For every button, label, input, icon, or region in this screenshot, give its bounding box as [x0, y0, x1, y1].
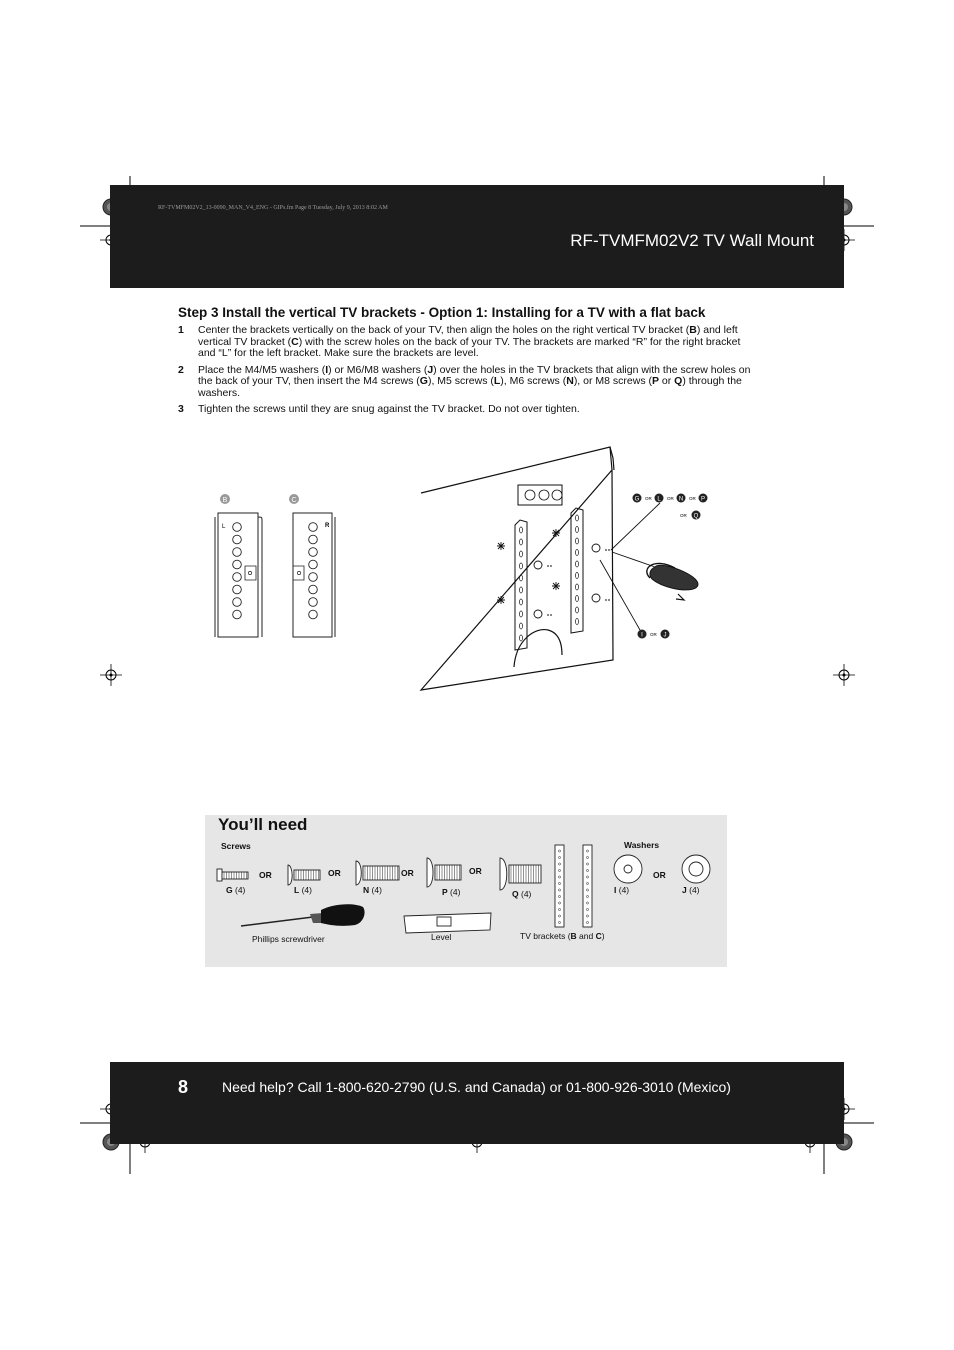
- step-item: 1 Center the brackets vertically on the back of your TV, then align the holes on the right vertical TV bracket (B) and left vertical TV bracket (C) with the screw holes on the back of your TV. The brackets are marked “R” for the right bracket and “L” for the left bracket. Make sure the brackets are level.: [178, 324, 741, 359]
- callout-n: N: [678, 496, 684, 503]
- callout-q: Q: [693, 513, 699, 520]
- youll-need-title: You’ll need: [218, 815, 308, 834]
- washers-label: Washers: [624, 840, 660, 850]
- washer-callout: [638, 630, 670, 639]
- screw-callout: [633, 494, 708, 520]
- bracket-b-mark: L: [222, 524, 226, 530]
- callout-j: J: [663, 632, 667, 639]
- washer-j-label: J (4): [682, 885, 700, 895]
- step-item: 3 Tighten the screws until they are snug against the TV bracket. Do not over tighten.: [178, 403, 580, 415]
- bracket-b-letter: B: [222, 497, 228, 504]
- page-title: RF-TVMFM02V2 TV Wall Mount: [570, 231, 814, 250]
- callout-or: OR: [645, 496, 652, 501]
- step-item: 2 Place the M4/M5 washers (I) or M6/M8 washers (J) over the holes in the TV brackets that align with the screw holes on the back of your TV, then insert the M4 screws (G), M5 screws (L), M6 screws (N), or M8 screws (P or Q) through the washers.: [178, 363, 751, 399]
- screw-q-label: Q (4): [512, 889, 532, 899]
- or-word: OR: [259, 870, 272, 880]
- help-text: Need help? Call 1-800-620-2790 (U.S. and Canada) or 01-800-926-3010 (Mexico): [222, 1079, 731, 1095]
- or-word: OR: [328, 868, 341, 878]
- screwdriver-label: Phillips screwdriver: [252, 934, 325, 944]
- step-title: Step 3 Install the vertical TV brackets - Option 1: Installing for a TV with a flat back: [178, 305, 706, 320]
- youll-need-box: [205, 815, 727, 967]
- bracket-c-mark: R: [325, 523, 330, 529]
- parts-illustration: [205, 815, 727, 967]
- level-label: Level: [431, 932, 452, 942]
- or-word: OR: [653, 870, 666, 880]
- callout-i: I: [641, 632, 643, 639]
- or-word: OR: [401, 868, 414, 878]
- screw-l-label: L (4): [294, 885, 312, 895]
- callout-or: OR: [689, 496, 696, 501]
- callout-l: L: [657, 496, 661, 503]
- callout-or: OR: [680, 513, 687, 518]
- screw-p-label: P (4): [442, 887, 461, 897]
- callout-or: OR: [650, 632, 657, 637]
- screws-label: Screws: [221, 841, 251, 851]
- callout-p: P: [700, 496, 706, 503]
- screw-n-label: N (4): [363, 885, 382, 895]
- bracket-c-letter: C: [291, 497, 297, 504]
- callout-or: OR: [667, 496, 674, 501]
- page-number: 8: [178, 1077, 189, 1097]
- file-slug: RF-TVMFM02V2_13-0090_MAN_V4_ENG - GIPs.fm Page 8 Tuesday, July 9, 2013 8:02 AM: [158, 205, 388, 211]
- washer-i-label: I (4): [614, 885, 630, 895]
- footer-bar: [110, 1062, 844, 1144]
- or-word: OR: [469, 866, 482, 876]
- screw-g-label: G (4): [226, 885, 246, 895]
- callout-g: G: [634, 496, 640, 503]
- tv-brackets-label: TV brackets (B and C): [520, 931, 605, 941]
